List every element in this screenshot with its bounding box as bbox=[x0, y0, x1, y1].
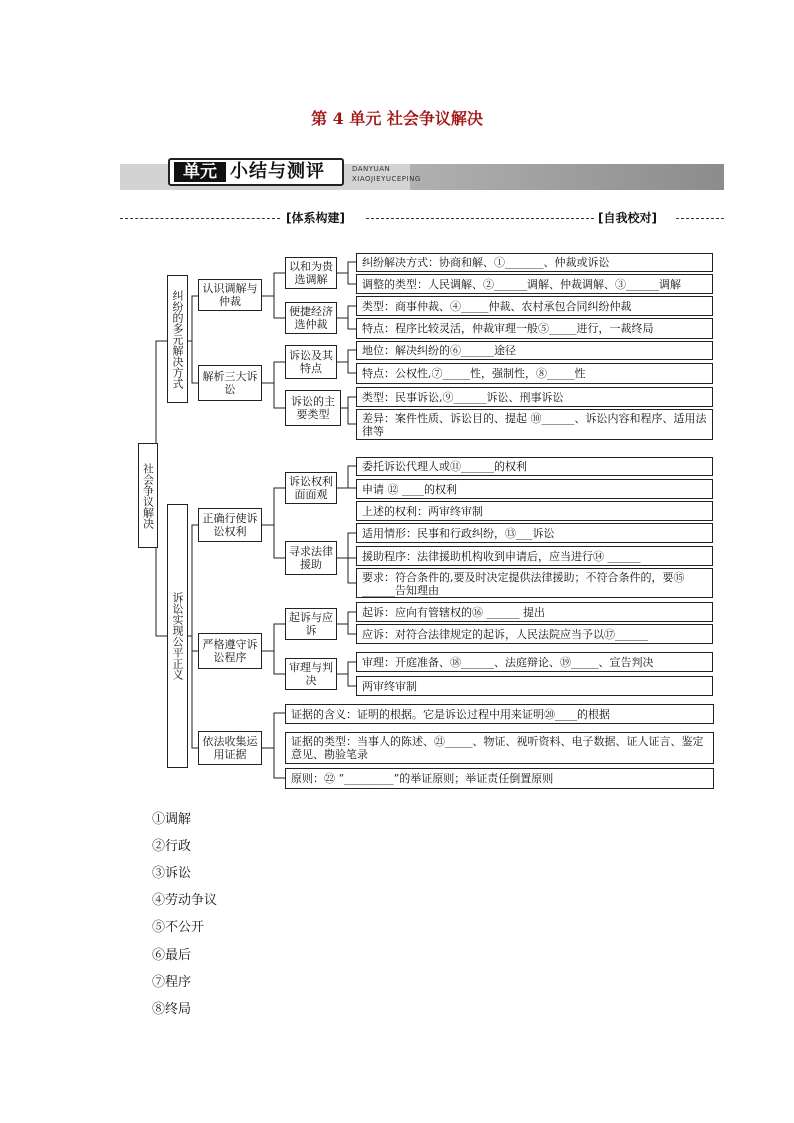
section-right-label: [自我校对] bbox=[598, 211, 657, 225]
leaf-trial: 审理：开庭准备、⑱______、法庭辩论、⑲_____、宣告判决 bbox=[356, 652, 713, 672]
leaf-apply-right: 申请 ⑫ ____的权利 bbox=[356, 479, 713, 499]
sub-litigation-types: 诉讼的主要类型 bbox=[285, 390, 341, 426]
answer-item: ①调解 bbox=[152, 812, 192, 827]
answer-item: ⑤不公开 bbox=[152, 920, 205, 935]
leaf-evidence-principle: 原则：㉒ “_________”的举证原则；举证责任倒置原则 bbox=[285, 768, 714, 789]
leaf-litigation-status: 地位：解决纠纷的⑥______途径 bbox=[356, 341, 713, 360]
leaf-response: 应诉：对符合法律规定的起诉，人民法院应当予以⑰______ bbox=[356, 624, 713, 644]
leaf-two-instance-final: 两审终审制 bbox=[356, 676, 713, 696]
leaf-litigation-features: 特点：公权性,⑦_____性，强制性，⑧_____性 bbox=[356, 363, 713, 384]
answer-item: ②行政 bbox=[152, 839, 192, 854]
leaf-evidence-meaning: 证据的含义：证明的根据。它是诉讼过程中用来证明⑳____的根据 bbox=[285, 704, 714, 724]
answer-item: ③诉讼 bbox=[152, 866, 192, 881]
tree-group-dispute-resolution: 纠纷的多元解决方式 bbox=[167, 275, 188, 403]
badge-right-text: 小结与测评 bbox=[230, 161, 325, 182]
leaf-litigation-differences: 差异：案件性质、诉讼目的、提起 ⑩______、诉讼内容和程序、适用法律等 bbox=[356, 409, 713, 440]
sub-mediation: 以和为贵选调解 bbox=[285, 257, 337, 289]
leaf-litigation-types: 类型：民事诉讼,⑨______诉讼、刑事诉讼 bbox=[356, 387, 713, 407]
node-three-litigations: 解析三大诉讼 bbox=[198, 365, 262, 401]
page-title: 第 4 单元 社会争议解决 bbox=[311, 109, 483, 128]
badge-left-text: 单元 bbox=[174, 162, 226, 182]
sub-trial-judgment: 审理与判决 bbox=[285, 658, 337, 690]
sub-filing-response: 起诉与应诉 bbox=[285, 608, 337, 640]
section-left-label: [体系构建] bbox=[286, 211, 345, 225]
leaf-evidence-types: 证据的类型：当事人的陈述、㉑_____、物证、视听资料、电子数据、证人证言、鉴定意见、勘验笔录 bbox=[285, 732, 714, 764]
tree-root: 社会争议解决 bbox=[138, 443, 158, 548]
node-evidence: 依法收集运用证据 bbox=[198, 731, 262, 765]
leaf-mediation-types: 调整的类型：人民调解、②______调解、仲裁调解、③______调解 bbox=[356, 274, 713, 294]
tree-group-litigation-justice: 诉讼实现公平正义 bbox=[167, 504, 188, 768]
banner-pinyin-line1: DANYUAN bbox=[352, 165, 391, 173]
leaf-agent-right: 委托诉讼代理人或⑪______的权利 bbox=[356, 457, 713, 476]
leaf-aid-scope: 适用情形：民事和行政纠纷，⑬___诉讼 bbox=[356, 523, 713, 543]
sub-litigation-features: 诉讼及其特点 bbox=[285, 345, 337, 379]
leaf-aid-requirement: 要求：符合条件的,要及时决定提供法律援助；不符合条件的，要⑮ ______告知理由 bbox=[356, 568, 713, 598]
node-follow-procedure: 严格遵守诉讼程序 bbox=[198, 633, 262, 669]
node-exercise-rights: 正确行使诉讼权利 bbox=[198, 508, 262, 542]
leaf-filing: 起诉：应向有管辖权的⑯ ______ 提出 bbox=[356, 602, 713, 622]
leaf-two-instance: 上述的权利：两审终审制 bbox=[356, 501, 713, 521]
answer-item: ⑧终局 bbox=[152, 1002, 192, 1017]
leaf-resolution-methods: 纠纷解决方式：协商和解、①_______、仲裁或诉讼 bbox=[356, 253, 713, 272]
sub-litigation-rights: 诉讼权利面面观 bbox=[285, 472, 337, 504]
leaf-aid-procedure: 援助程序：法律援助机构收到申请后，应当进行⑭ ______ bbox=[356, 546, 713, 566]
leaf-arbitration-features: 特点：程序比较灵活，仲裁审理一般⑤_____进行，一裁终局 bbox=[356, 318, 713, 339]
leaf-arbitration-types: 类型：商事仲裁、④_____仲裁、农村承包合同纠纷仲裁 bbox=[356, 296, 713, 316]
answer-item: ⑦程序 bbox=[152, 975, 192, 990]
sub-arbitration: 便捷经济选仲裁 bbox=[285, 302, 337, 334]
answer-item: ⑥最后 bbox=[152, 948, 192, 963]
answer-item: ④劳动争议 bbox=[152, 893, 218, 908]
banner-pinyin-line2: XIAOJIEYUCEPING bbox=[352, 175, 421, 183]
node-mediation-arbitration: 认识调解与仲裁 bbox=[198, 279, 262, 311]
sub-legal-aid: 寻求法律援助 bbox=[285, 541, 337, 575]
